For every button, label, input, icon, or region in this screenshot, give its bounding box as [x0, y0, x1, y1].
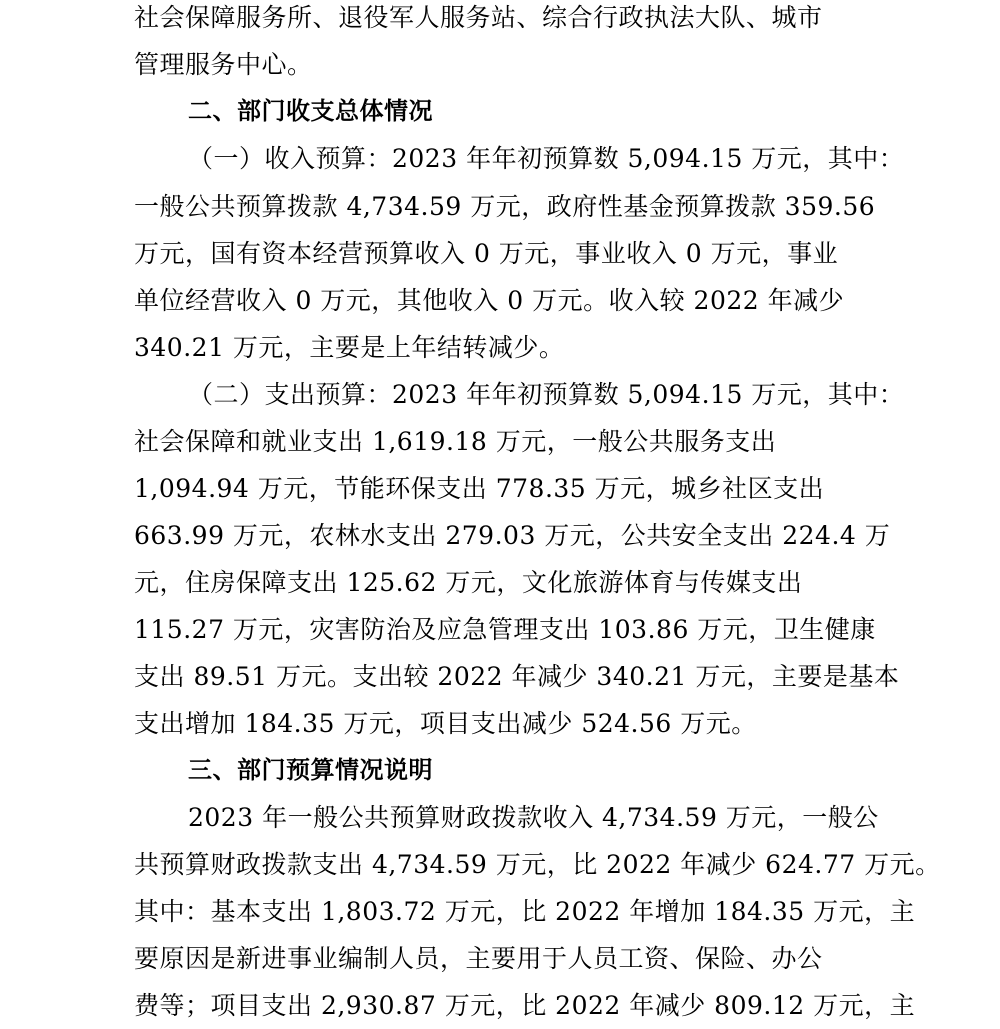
section-heading: 二、部门收支总体情况: [188, 97, 433, 125]
paragraph-line: 元，住房保障支出 125.62 万元，文化旅游体育与传媒支出: [134, 568, 803, 597]
paragraph-line: 支出 89.51 万元。支出较 2022 年减少 340.21 万元，主要是基本: [134, 662, 900, 691]
paragraph-line: （一）收入预算：2023 年年初预算数 5,094.15 万元，其中：: [188, 144, 905, 173]
paragraph-line: 115.27 万元，灾害防治及应急管理支出 103.86 万元，卫生健康: [134, 615, 876, 644]
section-heading: 三、部门预算情况说明: [188, 756, 433, 784]
paragraph-line: 共预算财政拨款支出 4,734.59 万元，比 2022 年减少 624.77 万元。: [134, 850, 941, 879]
paragraph-line: 其中：基本支出 1,803.72 万元，比 2022 年增加 184.35 万元，主: [134, 897, 916, 926]
paragraph-line: 单位经营收入 0 万元，其他收入 0 万元。收入较 2022 年减少: [134, 286, 845, 315]
paragraph-line: 663.99 万元，农林水支出 279.03 万元，公共安全支出 224.4 万: [134, 521, 891, 550]
paragraph-line: （二）支出预算：2023 年年初预算数 5,094.15 万元，其中：: [188, 380, 905, 409]
paragraph-line: 340.21 万元，主要是上年结转减少。: [134, 333, 565, 362]
paragraph-line: 一般公共预算拨款 4,734.59 万元，政府性基金预算拨款 359.56: [134, 192, 876, 221]
paragraph-line: 要原因是新进事业编制人员，主要用于人员工资、保险、办公: [134, 944, 823, 973]
paragraph-line: 费等；项目支出 2,930.87 万元，比 2022 年减少 809.12 万元，主: [134, 991, 916, 1020]
paragraph-line: 社会保障服务所、退役军人服务站、综合行政执法大队、城市: [134, 3, 823, 32]
paragraph-line: 社会保障和就业支出 1,619.18 万元，一般公共服务支出: [134, 427, 777, 456]
paragraph-line: 支出增加 184.35 万元，项目支出减少 524.56 万元。: [134, 709, 757, 738]
paragraph-line: 万元，国有资本经营预算收入 0 万元，事业收入 0 万元，事业: [134, 239, 839, 268]
paragraph-line: 1,094.94 万元，节能环保支出 778.35 万元，城乡社区支出: [134, 474, 825, 503]
paragraph-line: 管理服务中心。: [134, 50, 313, 79]
paragraph-line: 2023 年一般公共预算财政拨款收入 4,734.59 万元，一般公: [188, 803, 879, 832]
